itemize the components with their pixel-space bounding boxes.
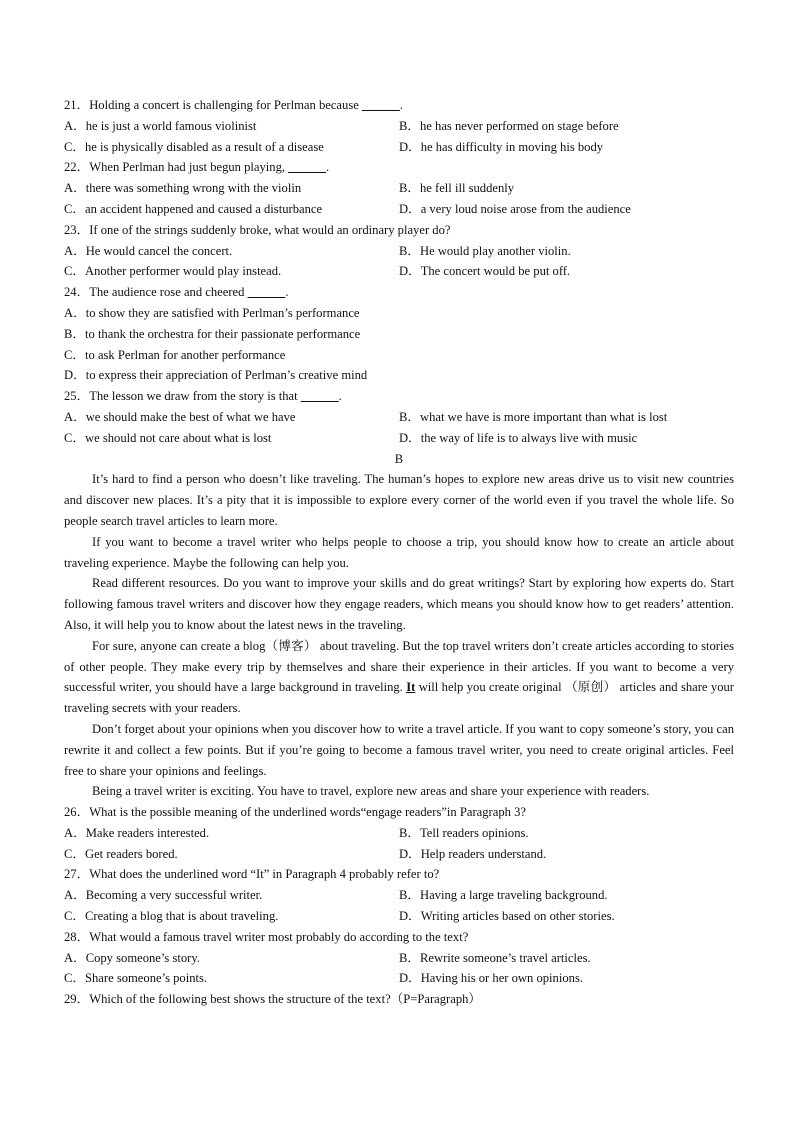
option-b: B．he has never performed on stage before [399, 118, 619, 133]
option-a: A．Copy someone’s story. [64, 950, 200, 965]
option-b: B．Tell readers opinions. [399, 825, 529, 840]
question-27: 27．What does the underlined word “It” in Paragraph 4 probably refer to? [64, 867, 440, 882]
option-d: D．to express their appreciation of Perlman’s creative mind [64, 368, 368, 383]
option-a: A．to show they are satisfied with Perlman’s performance [64, 305, 360, 320]
option-a: A．he is just a world famous violinist [64, 118, 257, 133]
question-stem: 24．The audience rose and cheered [64, 285, 248, 300]
option-b: B．He would play another violin. [399, 243, 571, 258]
question-end: . [285, 285, 289, 300]
option-c: C．an accident happened and caused a disturbance [64, 201, 323, 216]
question-end: . [325, 160, 330, 175]
question-24 [64, 282, 734, 303]
paragraph-text: For sure, anyone can create a blog（博客） about traveling. But the top travel writers don’t create articles according to stories of other people. They make every trip by themselves and share their experience in their articles. If you want to become a very successful writer, you should have a large background in traveling. [64, 638, 734, 695]
option-c: C．to ask Perlman for another performance [64, 347, 286, 362]
option-d: D．the way of life is to always live with music [399, 430, 638, 445]
question-stem: 25．The lesson we draw from the story is that [64, 389, 301, 404]
option-c: C．we should not care about what is lost [64, 430, 272, 445]
options-row [64, 178, 734, 199]
option-c: C．Share someone’s points. [64, 971, 208, 986]
option-c: C．Creating a blog that is about traveling. [64, 909, 279, 924]
options-row [64, 968, 734, 989]
option-a: A．there was something wrong with the violin [64, 181, 302, 196]
answer-blank: ______ [288, 160, 326, 175]
option-d: D．The concert would be put off. [399, 264, 571, 279]
options-row [64, 199, 734, 220]
content [64, 95, 734, 1010]
option-a: A．He would cancel the concert. [64, 243, 233, 258]
underlined-it: It [406, 680, 416, 695]
options-row [64, 407, 734, 428]
question-end: . [399, 98, 403, 112]
option-d: D．Help readers understand. [399, 846, 547, 861]
options-row [64, 261, 734, 282]
passage-paragraph-5: Don’t forget about your opinions when you discover how to write a travel article. If you want to copy someone’s story, you can rewrite it and collect a few points. But if you’re going to become a famous travel writer, you need to create original articles. Feel free to share your opinions and feelings. [64, 721, 734, 778]
options-row [64, 116, 734, 137]
options-row [64, 844, 734, 865]
options-row [64, 906, 734, 927]
option-d: D．Writing articles based on other stories. [399, 909, 615, 924]
section-heading: B [394, 451, 404, 466]
paragraph-text: will help you create original （原创） articles and share your traveling secrets with your readers. [64, 680, 734, 716]
option-b: B．Rewrite someone’s travel articles. [399, 950, 591, 965]
option-a: A．we should make the best of what we have [64, 409, 296, 424]
options-row [64, 428, 734, 449]
question-29: 29．Which of the following best shows the structure of the text?（P=Paragraph） [64, 992, 482, 1007]
option-b: B．Having a large traveling background. [399, 888, 608, 903]
option-d: D．he has difficulty in moving his body [399, 139, 604, 154]
option-c: C．Another performer would play instead. [64, 264, 282, 279]
option-b: B．he fell ill suddenly [399, 181, 515, 196]
option-d: D．a very loud noise arose from the audience [399, 201, 631, 216]
question-end: . [338, 389, 342, 404]
passage-paragraph-1: It’s hard to find a person who doesn’t like traveling. The human’s hopes to explore new areas drive us to visit new countries and discover new places. It’s a pity that it is impossible to explore every corner of the world even if you travel the whole life. So people search travel articles to learn more. [64, 472, 734, 528]
option-d: D．Having his or her own opinions. [399, 971, 583, 986]
option-c: C．he is physically disabled as a result of a disease [64, 139, 324, 154]
options-row [64, 823, 734, 844]
question-25 [64, 386, 734, 407]
question-26: 26．What is the possible meaning of the underlined words“engage readers”in Paragraph 3? [64, 805, 526, 820]
question-21 [64, 95, 734, 116]
option-b: B．to thank the orchestra for their passionate performance [64, 326, 361, 341]
option-b: B．what we have is more important than what is lost [399, 409, 668, 424]
option-a: A．Make readers interested. [64, 825, 210, 840]
option-c: C．Get readers bored. [64, 846, 178, 861]
options-row [64, 885, 734, 906]
answer-blank: ______ [361, 98, 400, 112]
question-stem: 21．Holding a concert is challenging for Perlman because [64, 98, 362, 112]
option-a: A．Becoming a very successful writer. [64, 888, 263, 903]
question-22 [64, 157, 734, 178]
question-stem: 22．When Perlman had just begun playing, [64, 160, 289, 175]
options-row [64, 137, 734, 158]
passage-paragraph-4 [64, 636, 734, 719]
question-stem: 23．If one of the strings suddenly broke, what would an ordinary player do? [64, 222, 451, 237]
question-28: 28．What would a famous travel writer most probably do according to the text? [64, 929, 469, 944]
passage-paragraph-2: If you want to become a travel writer who helps people to choose a trip, you should know how to create an article about traveling experience. Maybe the following can help you. [64, 534, 734, 570]
options-row [64, 948, 734, 969]
passage-paragraph-6: Being a travel writer is exciting. You have to travel, explore new areas and share your experience with readers. [92, 784, 650, 799]
answer-blank: ______ [300, 389, 339, 404]
options-row [64, 241, 734, 262]
passage-paragraph-3: Read different resources. Do you want to improve your skills and do great writings? Start by exploring how experts do. Start following famous travel writers and discover how they engage readers, which means you should know how to get readers’ attention. Also, it will help you to know about the latest news in the traveling. [64, 576, 734, 632]
answer-blank: ______ [247, 285, 286, 300]
question-23 [64, 220, 734, 241]
